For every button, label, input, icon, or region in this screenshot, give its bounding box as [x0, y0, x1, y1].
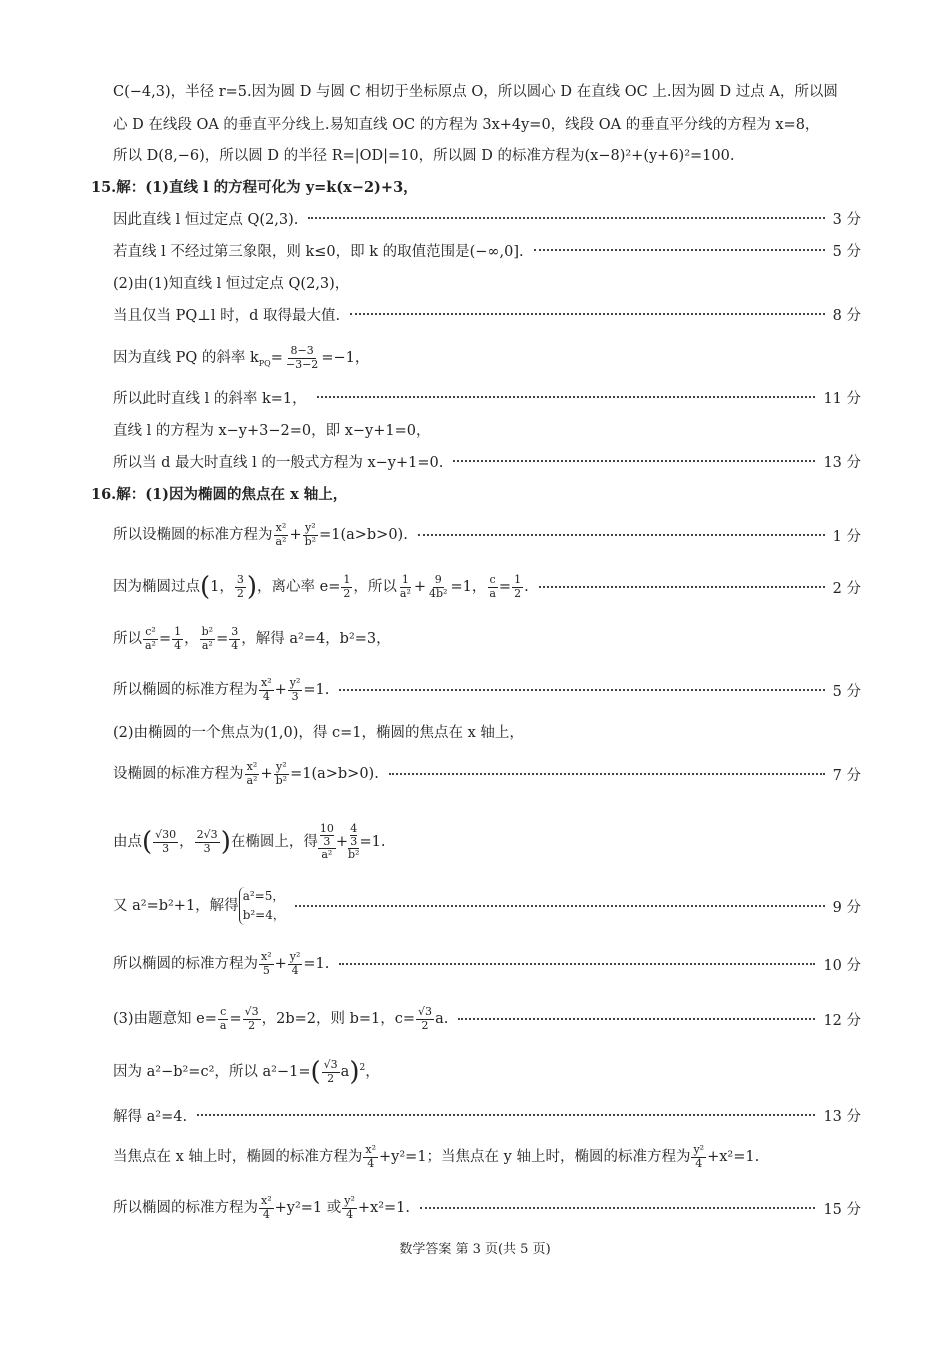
leader-dots [350, 313, 825, 315]
fraction: $\frac{\text{y²}}{4}$ [693, 1142, 705, 1170]
q15-line-7: 直线 l 的方程为 x−y+3−2=0，即 x−y+1=0， [113, 422, 431, 439]
leader-dots [339, 963, 815, 965]
q16-line-14: 所以椭圆的标准方程为 $\frac{\text{x²}}{4}$ +y²=1 或 $\frac{\text{y²}}{4}$ +x²=1. 15 分 [113, 1193, 861, 1221]
leader-dots [308, 217, 824, 219]
fraction: $\frac{\text{x²}}{\text{a²}}$ [275, 520, 287, 548]
leader-dots [534, 249, 825, 251]
score-label: 13 分 [823, 1108, 861, 1125]
q15-line-5: 因为直线 PQ 的斜率 $k_{PQ}=$ $\frac{8-3}{-3-2}$ =−1， [113, 343, 370, 371]
q15-line-3: (2)由(1)知直线 l 恒过定点 Q(2,3)， [113, 275, 350, 292]
fraction: $\frac{\text{b²}}{\text{a²}}$ [201, 624, 214, 652]
fraction: $\frac{\text{c²}}{\text{a²}}$ [145, 624, 156, 652]
slope-fraction: $\frac{8-3}{-3-2}$ [285, 343, 319, 371]
q16-header: 16.解：(1)因为椭圆的焦点在 x 轴上， [91, 485, 348, 503]
fraction: $\frac{√3}{2}$ [323, 1057, 338, 1085]
score-label: 13 分 [823, 454, 861, 471]
leader-dots [295, 905, 825, 907]
q15-line-4: 当且仅当 PQ⊥l 时，d 取得最大值. 8 分 [0, 301, 950, 327]
nested-fraction: 10 3 a² [319, 821, 334, 862]
fraction: $\frac{\text{x²}}{4}$ [261, 1193, 272, 1221]
continuation-line-1: C(−4,3)，半径 r=5.因为圆 D 与圆 C 相切于坐标原点 O，所以圆心 D 在直线 OC 上.因为圆 D 过点 A，所以圆 [113, 83, 838, 100]
score-label: 11 分 [823, 390, 861, 407]
score-label: 10 分 [823, 957, 861, 974]
fraction: $\frac{2√3}{3}$ [196, 827, 218, 855]
score-label: 3 分 [832, 211, 861, 228]
score-label: 5 分 [832, 683, 861, 700]
leader-dots [389, 773, 825, 775]
q15-line-2: 若直线 l 不经过第三象限，则 k≤0，即 k 的取值范围是(−∞,0]. 5 分 [0, 237, 950, 263]
score-label: 12 分 [823, 1012, 861, 1029]
score-label: 2 分 [832, 580, 861, 597]
equation-system: a²=5， b²=4， [239, 887, 285, 925]
score-label: 1 分 [832, 528, 861, 545]
q16-line-7: 由点( $\frac{√30}{3}$ ， $\frac{2√3}{3}$ )在椭圆上，得 10 3 a² + 4 3 b² =1. [113, 821, 386, 862]
q16-line-12: 解得 a²=4. 13 分 [0, 1102, 950, 1128]
fraction: $\frac{\text{y²}}{4}$ [344, 1193, 355, 1221]
q16-line-5: (2)由椭圆的一个焦点为(1,0)，得 c=1，椭圆的焦点在 x 轴上， [113, 724, 524, 741]
continuation-line-3: 所以 D(8,−6)，所以圆 D 的半径 R=|OD|=10，所以圆 D 的标准方程为(x−8)²+(y+6)²=100. [113, 147, 735, 164]
fraction: $\frac{√3}{2}$ [244, 1004, 259, 1032]
nested-fraction: 4 3 b² [348, 821, 360, 862]
q16-line-8: 又 a²=b²+1，解得 a²=5， b²=4， 9 分 [0, 884, 950, 928]
fraction: $\frac{\text{x²}}{4}$ [261, 675, 272, 703]
fraction: $\frac{√30}{3}$ [155, 827, 177, 855]
score-label: 9 分 [832, 899, 861, 916]
leader-dots [418, 534, 825, 536]
leader-dots [458, 1018, 815, 1020]
q16-line-4: 所以椭圆的标准方程为 $\frac{\text{x²}}{4}$ + $\frac{\text{y²}}{3}$ =1. 5 分 [113, 675, 861, 703]
q16-line-1: 所以设椭圆的标准方程为 $\frac{\text{x²}}{\text{a²}}$ + $\frac{\text{y²}}{\text{b²}}$ =1(a>b>0). 1 分 [113, 520, 861, 548]
fraction: $\frac{3}{2}$ [236, 572, 244, 600]
fraction: $\frac{1}{\text{a²}}$ [399, 572, 411, 600]
leader-dots [197, 1114, 815, 1116]
q16-line-3: 所以 $\frac{\text{c²}}{\text{a²}}$ = $\frac{1}{4}$ ， $\frac{\text{b²}}{\text{a²}}$ = $\frac{3}{4}$ ，解得 a²=4，b²=3， [113, 624, 391, 652]
fraction: $\frac{√3}{2}$ [418, 1004, 433, 1032]
score-label: 5 分 [832, 243, 861, 260]
page-footer: 数学答案 第 3 页(共 5 页) [399, 1242, 551, 1257]
fraction: $\frac{1}{4}$ [174, 624, 182, 652]
q16-line-11: 因为 a²−b²=c²，所以 a²−1=( $\frac{√3}{2}$ a)$^2$， [113, 1057, 380, 1087]
fraction: $\frac{9}{\text{4b²}}$ [429, 572, 448, 600]
fraction: $\frac{\text{x²}}{5}$ [261, 949, 272, 977]
fraction: $\frac{\text{y²}}{3}$ [289, 675, 301, 703]
score-label: 15 分 [823, 1201, 861, 1218]
score-label: 7 分 [832, 767, 861, 784]
leader-dots [420, 1207, 815, 1209]
leader-dots [453, 460, 815, 462]
q15-line-1: 因此直线 l 恒过定点 Q(2,3). 3 分 [0, 205, 950, 231]
leader-dots [317, 396, 816, 398]
q15-line-6: 所以此时直线 l 的斜率 k=1， 11 分 [0, 384, 950, 410]
fraction: $\frac{\text{x²}}{4}$ [365, 1142, 377, 1170]
fraction: $\frac{\text{y²}}{\text{b²}}$ [275, 759, 288, 787]
leader-dots [339, 689, 824, 691]
score-label: 8 分 [832, 307, 861, 324]
continuation-line-2: 心 D 在线段 OA 的垂直平分线上.易知直线 OC 的方程为 3x+4y=0，线段 OA 的垂直平分线的方程为 x=8， [113, 116, 820, 133]
fraction: $\frac{c}{a}$ [219, 1004, 227, 1032]
leader-dots [539, 586, 825, 588]
fraction: $\frac{c}{a}$ [489, 572, 496, 600]
fraction: $\frac{\text{y²}}{4}$ [289, 949, 301, 977]
q16-line-2: 因为椭圆过点(1， $\frac{3}{2}$ )，离心率 e= $\frac{1}{2}$ ，所以 $\frac{1}{\text{a²}}$ + $\frac{9}{\text{4b²}}$ =1， $\frac{c}{a}$ = $\frac{1}{2}$ . 2 分 [113, 572, 861, 602]
fraction: $\frac{\text{x²}}{\text{a²}}$ [246, 759, 258, 787]
q16-line-6: 设椭圆的标准方程为 $\frac{\text{x²}}{\text{a²}}$ + $\frac{\text{y²}}{\text{b²}}$ =1(a>b>0). 7 分 [113, 759, 861, 787]
fraction: $\frac{3}{4}$ [231, 624, 239, 652]
q16-line-10: (3)由题意知 e= $\frac{c}{a}$ = $\frac{√3}{2}$ ，2b=2，则 b=1，c= $\frac{√3}{2}$ a. 12 分 [113, 1004, 861, 1032]
q15-header: 15.解：(1)直线 l 的方程可化为 y=k(x−2)+3， [91, 178, 418, 196]
fraction: $\frac{1}{2}$ [514, 572, 522, 600]
fraction: $\frac{\text{y²}}{\text{b²}}$ [304, 520, 317, 548]
q16-line-9: 所以椭圆的标准方程为 $\frac{\text{x²}}{5}$ + $\frac{\text{y²}}{4}$ =1. 10 分 [113, 949, 861, 977]
q15-line-8: 所以当 d 最大时直线 l 的一般式方程为 x−y+1=0. 13 分 [0, 448, 950, 474]
q16-line-13: 当焦点在 x 轴上时，椭圆的标准方程为 $\frac{\text{x²}}{4}$ +y²=1；当焦点在 y 轴上时，椭圆的标准方程为 $\frac{\text{y²}}{4}$ +x²=1. [113, 1142, 760, 1170]
fraction: $\frac{1}{2}$ [343, 572, 351, 600]
